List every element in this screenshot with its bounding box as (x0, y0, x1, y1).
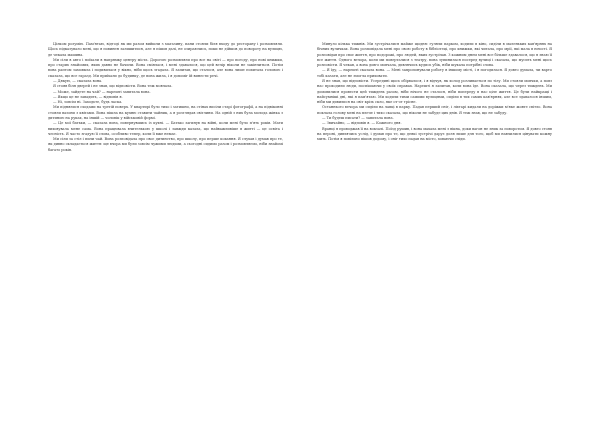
paragraph: Ми піднялися сходами на третій поверх. У квартирі було тихо і затишно, на стінах висіли старі фотографії, а на підвіконні стояли вазони з квітами. Вона пішла на кухню ставити чайник, а я розглядав світлини. На одній з них була молода жінка з дитиною на руках, на іншій — чоловік у військовій формі. (48, 105, 283, 120)
paragraph: — Я їду, — нарешті сказала вона. — Мені запропонували роботу в іншому місті, і я погодилася. Я довго думала, чи варто тобі казати, але не змогла приховати. (317, 68, 552, 78)
paragraph: — Ні, зовсім ні. Заходьте, будь ласка. (53, 100, 123, 105)
paragraph: Ми сіли в авто і поїхали в напрямку центру міста. Дорогою розмовляли про все на світі — про погоду, про нові книжки, про старих знайомих, яких давно не бачили. Вона сміялася, і мені здавалося, що цей вечір ніколи не закінчиться. Потім вона раптом замовкла і подивилася у вікно, ніби щось згадала. Я запитав, що сталося, але вона лише похитала головою і сказала, що все гаразд. Ми приїхали до будинку, де вона жила, і я допоміг їй винести речі. (48, 57, 283, 78)
paragraph: — Це мої батьки, — сказала вона, повернувшись із кухні. — Батько загинув на війні, коли мені було п'ять років. Мати виховувала мене сама. Вона працювала вчителькою у школі і завжди казала, що найважливіше в житті — це освіта і чесність. Я часто згадую її слова, особливо тепер, коли її вже немає. (48, 121, 283, 136)
paragraph: Я стояв біля дверей і не знав, що відповісти. Вона теж мовчала. (53, 84, 173, 89)
paragraph: — Дякую, — сказала вона. (53, 78, 103, 83)
right-text-column (317, 42, 552, 142)
paragraph: Останнього вечора ми сиділи на лавці в парку. Падав перший сніг, і ліхтарі кидали на доріжки м'яке жовте світло. Вона поклала голову мені на плече і тихо сказала, що ніколи не забуде цих днів. Я теж знав, що не забуду. (317, 105, 552, 115)
paragraph: Вранці я проводжав її на вокзалі. Поїзд рушив, і вона махала мені з вікна, доки вагон не зник за поворотом. Я довго стояв на пероні, дивлячись услід, і думав про те, що деякі зустрічі дарує доля лише для того, щоб ми навчилися цінувати кожну мить. Потім я повільно пішов додому, і сніг тихо падав на місто, ховаючи сліди. (317, 126, 552, 142)
paragraph: — Може, зайдете на чай? — нарешті запитала вона. (53, 89, 151, 94)
paragraph: Цілком розумію. Пам'ятаю, відтоді як ми разом вийшли з магазину, пани стояли біля входу до ресторану і розмовляли. Щось підказувало мені, що я повинен залишитися, але я пішов далі, не озираючись, поки не дійшов до повороту на вулицю, де чекала машина. (48, 42, 283, 57)
paragraph: Минуло кілька тижнів. Ми зустрічалися майже щодня: гуляли парком, ходили в кіно, сиділи в маленьких кав'ярнях на бічних вуличках. Вона розповідала мені про свою роботу в бібліотеці, про книжки, які читала, про мрії, які мала в юності. Я розповідав про своє життя, про подорожі, про людей, яких зустрічав. З кожним днем мені все більше здавалося, що я знаю її все життя. Одного вечора, коли ми поверталися з театру, вона зупинилася посеред вулиці і сказала, що мусить мені щось розповісти. Я чекав, а вона довго мовчала, дивлячись кудись убік, ніби шукала потрібні слова. (317, 42, 552, 68)
left-text-column (48, 42, 283, 153)
paragraph: Я не знав, що відповісти. Усередині щось обірвалося, і я відчув, як холод розливається по тілу. Ми стояли мовчки, а повз нас проходили люди, поспішаючи у своїх справах. Нарешті я запитав, коли вона їде. Вона сказала, що через тиждень. Ми домовилися провести цей тиждень разом, ніби нічого не сталося, ніби попереду в нас ціле життя. Це були найкращі і найсумніші дні, які я пам'ятаю. Ми ходили тими самими вулицями, сиділи в тих самих кав'ярнях, але все здавалося іншим, ніби ми дивилися на світ крізь скло, яке от-от трісне. (317, 78, 552, 105)
paragraph: — Ти будеш писати? — запитала вона. (322, 115, 394, 120)
paragraph: — Якщо це не завадить, — відповів я. (53, 94, 123, 99)
paragraph: Ми сіли за стіл і пили чай. Вона розповідала про своє дитинство, про школу, про перше кохання. Я слухав і думав про те, як дивно складається життя: ще вчора ми були зовсім чужими людьми, а сьогодні сидимо разом і розмовляємо, ніби знайомі багато років. (48, 137, 283, 152)
paragraph: — Звичайно, — відповів я. — Кожного дня. (322, 121, 402, 126)
